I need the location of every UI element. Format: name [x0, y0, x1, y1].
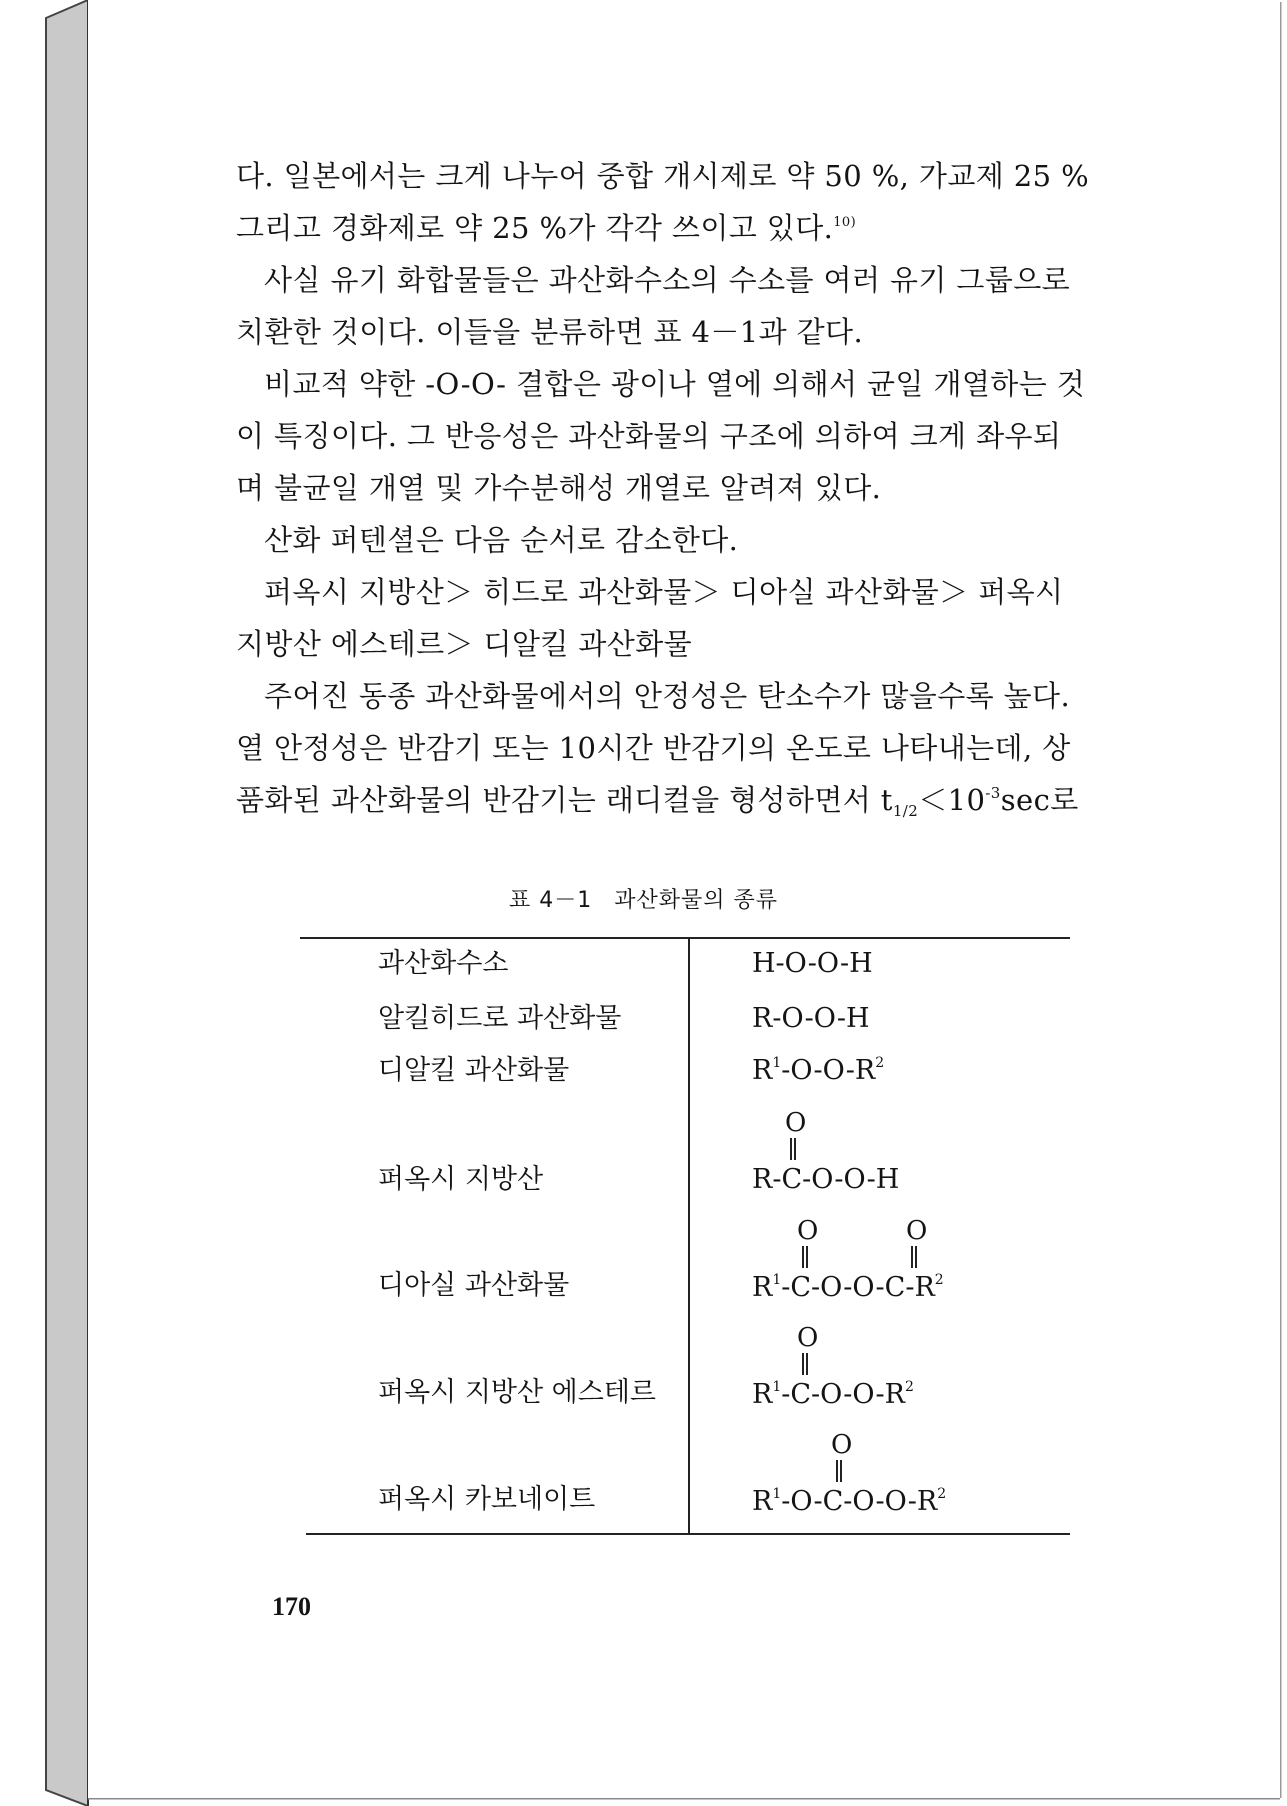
- text-line: 열 안정성은 반감기 또는 10시간 반감기의 온도로 나타내는데, 상: [236, 731, 1071, 765]
- text-line: 이 특징이다. 그 반응성은 과산화물의 구조에 의하여 크게 좌우되: [236, 419, 1062, 453]
- table-bottom-rule: [306, 1533, 1070, 1535]
- peroxide-name: 퍼옥시 카보네이트: [378, 1484, 596, 1515]
- text-line: 다. 일본에서는 크게 나누어 중합 개시제로 약 50 %, 가교제 25 %: [236, 159, 1090, 193]
- text-line: [236, 774, 1136, 826]
- carbonyl-oxygen: O: [797, 1216, 819, 1246]
- superscript: -3: [985, 784, 1001, 802]
- body-text: [236, 150, 1136, 826]
- peroxide-formula: R-C-O-O-H: [752, 1164, 900, 1195]
- table-caption: [0, 883, 1287, 914]
- peroxide-formula: H-O-O-H: [752, 948, 873, 979]
- formula-superscript: 2: [905, 1379, 914, 1395]
- peroxide-name: 디알킬 과산화물: [378, 1055, 570, 1086]
- formula-part: -O-O-R: [781, 1055, 876, 1086]
- carbonyl-oxygen: O: [906, 1216, 928, 1246]
- formula-superscript: 1: [772, 1379, 782, 1395]
- text-line: 치환한 것이다. 이들을 분류하면 표 4－1과 같다.: [236, 315, 864, 349]
- table-top-rule: [300, 937, 1070, 939]
- text-line: 주어진 동종 과산화물에서의 안정성은 탄소수가 많을수록 높다.: [264, 679, 1071, 713]
- double-bond: [836, 1460, 842, 1482]
- text-line: 퍼옥시 지방산＞ 히드로 과산화물＞ 디아실 과산화물＞ 퍼옥시: [264, 575, 1064, 609]
- peroxide-name: 퍼옥시 지방산 에스테르: [378, 1377, 656, 1408]
- text-span: 그리고 경화제로 약 25 %가 각각 쓰이고 있다.: [236, 211, 834, 245]
- page-number: 170: [272, 1592, 311, 1621]
- text-span: ＜10: [918, 783, 986, 817]
- formula-superscript: 1: [772, 1486, 782, 1502]
- reference-superscript: 10): [833, 215, 857, 230]
- formula-superscript: 2: [875, 1055, 885, 1071]
- formula-superscript: 1: [772, 1272, 782, 1288]
- formula-superscript: 2: [934, 1272, 944, 1288]
- text-span: sec로: [1000, 783, 1079, 817]
- table-title: 과산화물의 종류: [614, 888, 778, 913]
- peroxide-name: 디아실 과산화물: [378, 1270, 570, 1301]
- formula-part: -O-C-O-O-R: [781, 1486, 938, 1517]
- formula-superscript: 1: [772, 1055, 782, 1071]
- peroxide-formula: [752, 1270, 944, 1310]
- text-line: 사실 유기 화합물들은 과산화수소의 수소를 여러 유기 그룹으로: [264, 263, 1071, 297]
- double-bond: [802, 1246, 808, 1268]
- peroxide-formula: [752, 1377, 914, 1417]
- double-bond: [790, 1138, 796, 1160]
- text-line: 비교적 약한 -O-O- 결합은 광이나 열에 의해서 균일 개열하는 것: [264, 367, 1086, 401]
- formula-part: R: [752, 1379, 773, 1410]
- formula-part: -C-O-O-C-R: [781, 1272, 935, 1303]
- peroxide-formula: [752, 1484, 946, 1524]
- formula-superscript: 2: [937, 1486, 947, 1502]
- peroxide-formula: R-O-O-H: [752, 1003, 870, 1034]
- text-span: 품화된 과산화물의 반감기는 래디컬을 형성하면서 t: [236, 783, 893, 817]
- table-column-divider: [688, 938, 690, 1533]
- carbonyl-oxygen: O: [831, 1430, 853, 1460]
- formula-part: R: [752, 1486, 773, 1517]
- double-bond: [911, 1246, 917, 1268]
- text-line: 며 불균일 개열 및 가수분해성 개열로 알려져 있다.: [236, 471, 882, 505]
- table-label: 표 4－1: [508, 888, 593, 913]
- text-line: 산화 퍼텐셜은 다음 순서로 감소한다.: [264, 523, 739, 557]
- formula-part: R: [752, 1272, 773, 1303]
- peroxide-name: 퍼옥시 지방산: [378, 1164, 544, 1195]
- text-line: 지방산 에스테르＞ 디알킬 과산화물: [236, 627, 693, 661]
- double-bond: [802, 1353, 808, 1375]
- carbonyl-oxygen: O: [797, 1323, 819, 1353]
- subscript: 1/2: [892, 802, 919, 820]
- formula-part: R: [752, 1055, 773, 1086]
- text-line: [236, 202, 1136, 254]
- carbonyl-oxygen: O: [785, 1108, 807, 1138]
- peroxide-formula: [752, 1053, 884, 1093]
- peroxide-name: 과산화수소: [378, 948, 509, 979]
- formula-part: -C-O-O-R: [781, 1379, 905, 1410]
- peroxide-name: 알킬히드로 과산화물: [378, 1003, 622, 1034]
